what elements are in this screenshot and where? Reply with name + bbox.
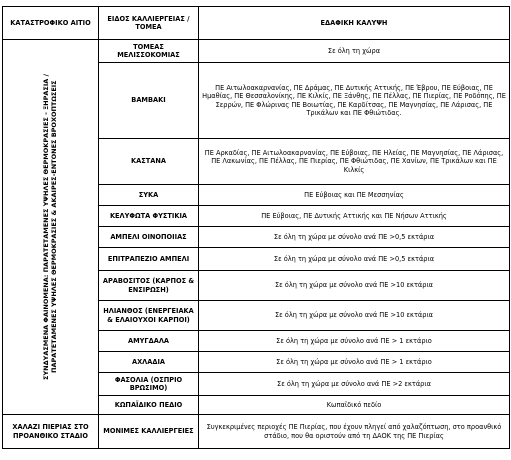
coverage-table [2, 6, 510, 449]
sector-cell: ΑΜΥΓΔΑΛΑ [99, 331, 199, 352]
header-cause: ΚΑΤΑΣΤΡΟΦΙΚΟ ΑΙΤΙΟ [3, 7, 99, 40]
sector-cell: ΕΠΙΤΡΑΠΕΖΙΟ ΑΜΠΕΛΙ [99, 248, 199, 271]
header-coverage: ΕΔΑΦΙΚΗ ΚΑΛΥΨΗ [199, 7, 510, 40]
sector-cell: ΦΑΣΟΛΙΑ (ΟΣΠΡΙΟ ΒΡΩΣΙΜΟ) [99, 373, 199, 396]
cause-cell-group2: ΧΑΛΑΖΙ ΠΙΕΡΙΑΣ ΣΤΟ ΠΡΟΑΝΘΙΚΟ ΣΤΑΔΙΟ [3, 415, 99, 449]
coverage-cell: Σε όλη τη χώρα [199, 40, 510, 63]
coverage-cell: ΠΕ Αιτωλοακαρνανίας, ΠΕ Δράμας, ΠΕ Δυτικής Αττικής, ΠΕ Έβρου, ΠΕ Εύβοιας, ΠΕ Ημαθίας, ΠΕ Θεσσαλονίκης, ΠΕ Κιλκίς, ΠΕ Ξάνθης, ΠΕ Πέλλας, ΠΕ Πιερίας, ΠΕ Ροδόπης, ΠΕ Σερρών, ΠΕ Φλώρινας ΠΕ Βοιωτίας, ΠΕ Καρδίτσας, ΠΕ Μαγνησίας, ΠΕ Λάρισας, ΠΕ Τρικάλων και ΠΕ Φθιώτιδας. [199, 63, 510, 139]
coverage-cell: ΠΕ Εύβοιας και ΠΕ Μεσσηνίας [199, 185, 510, 206]
coverage-cell: Σε όλη τη χώρα με σύνολο ανά ΠΕ >0,5 εκτάρια [199, 248, 510, 271]
sector-cell: ΑΜΠΕΛΙ ΟΙΝΟΠΟΙΙΑΣ [99, 227, 199, 248]
coverage-cell: Σε όλη τη χώρα με σύνολο ανά ΠΕ >10 εκτάρια [199, 271, 510, 301]
sector-cell: ΚΕΛΥΦΩΤΑ ΦΥΣΤΙΚΙΑ [99, 206, 199, 227]
sector-cell: ΑΧΛΑΔΙΑ [99, 352, 199, 373]
table-row [3, 40, 510, 63]
coverage-cell: Συγκεκριμένες περιοχές ΠΕ Πιερίας, που έχουν πληγεί από χαλαζόπτωση, στο προανθικό στάδιο, που θα οριστούν από τη ΔΑΟΚ της ΠΕ Πιερίας [199, 415, 510, 449]
table-row [3, 415, 510, 449]
sector-cell: ΤΟΜΕΑΣ ΜΕΛΙΣΣΟΚΟΜΙΑΣ [99, 40, 199, 63]
table-header-row [3, 7, 510, 40]
sector-cell: ΣΥΚΑ [99, 185, 199, 206]
coverage-cell: Σε όλη τη χώρα με σύνολο ανά ΠΕ >10 εκτάρια [199, 301, 510, 331]
header-sector: ΕΙΔΟΣ ΚΑΛΛΙΕΡΓΕΙΑΣ / ΤΟΜΕΑ [99, 7, 199, 40]
coverage-cell: Σε όλη τη χώρα με σύνολο ανά ΠΕ > 1 εκτάριο [199, 331, 510, 352]
sector-cell: ΜΟΝΙΜΕΣ ΚΑΛΛΙΕΡΓΕΙΕΣ [99, 415, 199, 449]
coverage-cell: Κωπαϊδικό πεδίο [199, 396, 510, 415]
coverage-cell: Σε όλη τη χώρα με σύνολο ανά ΠΕ >0,5 εκτάρια [199, 227, 510, 248]
sector-cell: ΒΑΜΒΑΚΙ [99, 63, 199, 139]
coverage-cell: ΠΕ Εύβοιας, ΠΕ Δυτικής Αττικής και ΠΕ Νήσων Αττικής [199, 206, 510, 227]
sector-cell: ΚΑΣΤΑΝΑ [99, 139, 199, 185]
coverage-cell: Σε όλη τη χώρα με σύνολο ανά ΠΕ > 1 εκτάριο [199, 352, 510, 373]
coverage-cell: ΠΕ Αρκαδίας, ΠΕ Αιτωλοακαρνανίας, ΠΕ Εύβοιας, ΠΕ Ηλείας, ΠΕ Μαγνησίας, ΠΕ Λάρισας, ΠΕ Λακωνίας, ΠΕ Πέλλας, ΠΕ Πιερίας, ΠΕ Φθιώτιδας, ΠΕ Χανίων, ΠΕ Τρικάλων και ΠΕ Κιλκίς [199, 139, 510, 185]
cause-cell-group1 [3, 40, 99, 415]
coverage-cell: Σε όλη τη χώρα με σύνολο ανά ΠΕ >2 εκτάρια [199, 373, 510, 396]
sector-cell: ΗΛΙΑΝΘΟΣ (ΕΝΕΡΓΕΙΑΚΑ & ΕΛΑΙΟΥΧΟΙ ΚΑΡΠΟΙ) [99, 301, 199, 331]
sector-cell: ΚΩΠΑΪΔΙΚΟ ΠΕΔΙΟ [99, 396, 199, 415]
sector-cell: ΑΡΑΒΟΣΙΤΟΣ (ΚΑΡΠΟΣ & ΕΝΣΙΡΩΣΗ) [99, 271, 199, 301]
cause-label-group1: ΣΥΝΔΥΑΣΜΕΝΑ ΦΑΙΝΟΜΕΝΑ: ΠΑΡΑΤΕΤΑΜΕΝΕΣ ΥΨΗΛΕΣ ΘΕΡΜΟΚΡΑΣΙΕΣ - ΞΗΡΑΣΙΑ / ΠΑΡΑΤΕΤΑΜΕΝΕΣ ΥΨΗΛΕΣ ΘΕΡΜΟΚΡΑΣΙΕΣ & ΑΚΑΙΡΕΣ-ΕΝΤΟΝΕΣ ΒΡΟΧΟΠΤΩΣΕΙΣ [42, 74, 59, 380]
